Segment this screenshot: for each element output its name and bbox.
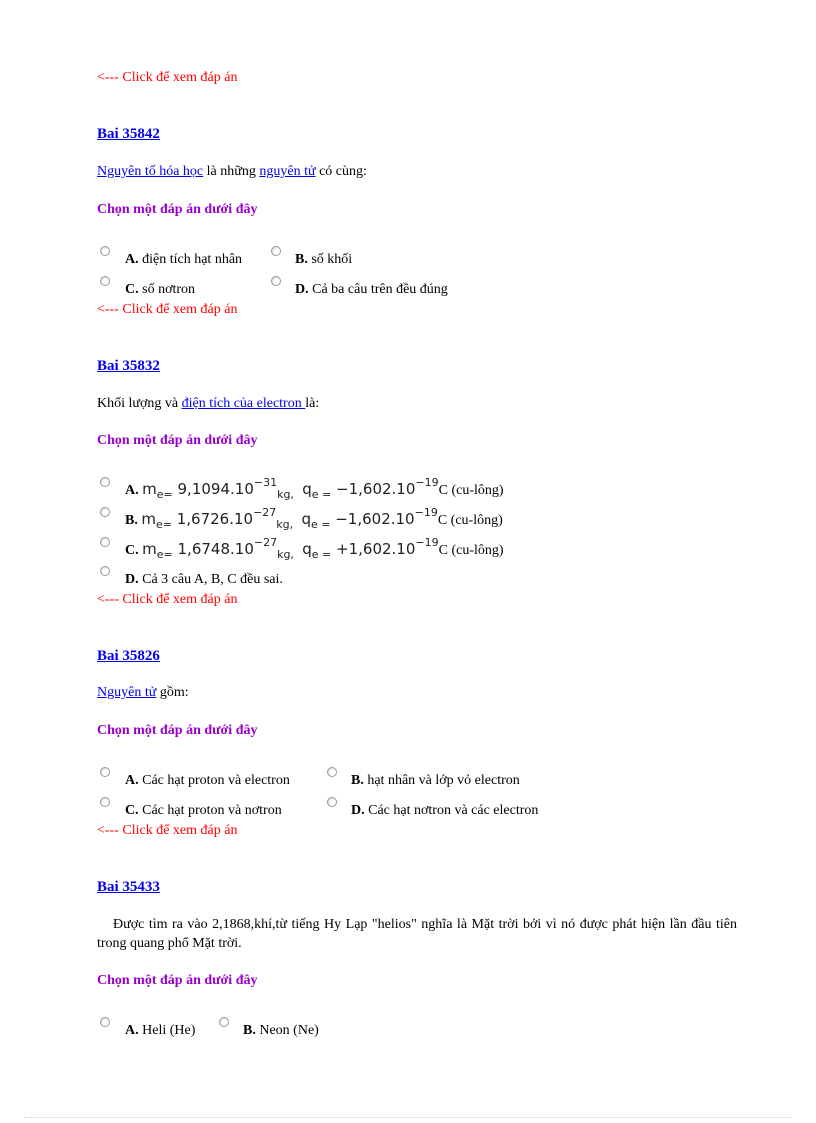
- option-a: [125, 476, 504, 501]
- page-footer-divider: [24, 1117, 792, 1118]
- math-subscript: e=: [155, 518, 172, 531]
- choose-answer-label: Chọn một đáp án dưới đây: [97, 202, 258, 217]
- math-symbol: q: [302, 480, 312, 498]
- option-letter: C.: [125, 282, 139, 297]
- click-answer-link[interactable]: <--- Click để xem đáp án: [97, 592, 238, 607]
- option-text: Các hạt proton và electron: [138, 773, 290, 788]
- option-letter: A.: [125, 483, 139, 498]
- math-symbol: m: [141, 510, 156, 528]
- math-exponent: −31: [253, 476, 278, 489]
- question-title-35832[interactable]: Bai 35832: [97, 358, 160, 374]
- radio-option-b[interactable]: [271, 246, 281, 256]
- question-text: Được tìm ra vào 2,1868,khí,từ tiếng Hy Lạp "helios" nghĩa là Mặt trời bởi vì nó được phát hiện lần đầu tiên trong quang phổ Mặt trời.: [97, 917, 737, 951]
- link-nguyen-tu[interactable]: Nguyên tử: [97, 685, 157, 700]
- math-subscript: e =: [310, 518, 331, 531]
- option-text: Các hạt proton và nơtron: [138, 803, 282, 818]
- math-exponent: −19: [415, 536, 439, 549]
- math-exponent: −27: [253, 506, 277, 519]
- option-d: [295, 282, 448, 298]
- click-answer-link[interactable]: <--- Click để xem đáp án: [97, 302, 238, 317]
- question-title-35433[interactable]: Bai 35433: [97, 879, 160, 895]
- question-text-part: là:: [305, 396, 320, 411]
- option-text: Neon (Ne): [255, 1023, 319, 1038]
- option-letter: D.: [351, 803, 365, 818]
- math-subscript: e=: [156, 488, 173, 501]
- option-letter: B.: [295, 252, 308, 267]
- option-letter: C.: [125, 803, 139, 818]
- option-letter: D.: [295, 282, 309, 297]
- math-value: 9,1094.10: [177, 480, 254, 498]
- radio-option-c[interactable]: [100, 276, 110, 286]
- question-text: [97, 396, 319, 412]
- option-b: [243, 1023, 319, 1039]
- radio-option-d[interactable]: [327, 797, 337, 807]
- formula-charge: [297, 506, 438, 531]
- option-c: [125, 282, 195, 298]
- question-text-part: Khối lượng và: [97, 396, 182, 411]
- math-subscript: e =: [311, 488, 332, 501]
- math-subscript: e=: [156, 548, 173, 561]
- option-letter: B.: [125, 513, 138, 528]
- option-text: Heli (He): [138, 1023, 196, 1038]
- radio-option-d[interactable]: [271, 276, 281, 286]
- math-value: 1,6748.10: [177, 540, 254, 558]
- choose-answer-label: Chọn một đáp án dưới đây: [97, 433, 258, 448]
- option-c: [125, 536, 504, 561]
- question-text-part: có cùng:: [315, 164, 367, 179]
- option-a: [125, 1023, 195, 1039]
- unit-text: C (cu-lông): [437, 513, 503, 528]
- click-answer-link[interactable]: <--- Click để xem đáp án: [97, 823, 238, 838]
- formula-charge: [297, 536, 439, 561]
- question-text-part: gồm:: [156, 685, 189, 700]
- math-subscript: e =: [311, 548, 332, 561]
- math-value: +1,602.10: [336, 540, 416, 558]
- link-dien-tich-electron[interactable]: điện tích của electron: [181, 396, 306, 411]
- radio-option-a[interactable]: [100, 1017, 110, 1027]
- option-d: [125, 572, 283, 588]
- radio-option-c[interactable]: [100, 797, 110, 807]
- math-exponent: −27: [253, 536, 278, 549]
- option-text: số khối: [307, 252, 353, 267]
- math-value: −1,602.10: [336, 480, 416, 498]
- math-unit: kg,: [277, 488, 294, 501]
- math-value: −1,602.10: [335, 510, 415, 528]
- click-answer-link[interactable]: <--- Click để xem đáp án: [97, 70, 238, 85]
- question-text: [97, 685, 189, 701]
- link-nguyen-tu[interactable]: nguyên tử: [259, 164, 316, 179]
- radio-option-b[interactable]: [100, 507, 110, 517]
- radio-option-b[interactable]: [219, 1017, 229, 1027]
- option-text: số nơtron: [138, 282, 196, 297]
- question-text: [97, 164, 367, 180]
- unit-text: C (cu-lông): [438, 543, 504, 558]
- option-text: hạt nhân và lớp vỏ electron: [363, 773, 520, 788]
- question-title-35826[interactable]: Bai 35826: [97, 648, 160, 664]
- option-d: [351, 803, 538, 819]
- option-text: Cả ba câu trên đều đúng: [308, 282, 448, 297]
- radio-option-c[interactable]: [100, 537, 110, 547]
- math-symbol: m: [142, 540, 157, 558]
- radio-option-a[interactable]: [100, 246, 110, 256]
- question-title-35842[interactable]: Bai 35842: [97, 126, 160, 142]
- option-b: [295, 252, 352, 268]
- math-symbol: m: [142, 480, 157, 498]
- option-text: điện tích hạt nhân: [138, 252, 243, 267]
- math-exponent: −19: [414, 506, 438, 519]
- option-text: Các hạt nơtron và các electron: [364, 803, 539, 818]
- question-text-part: là những: [203, 164, 260, 179]
- math-symbol: q: [302, 540, 312, 558]
- option-a: [125, 252, 242, 268]
- option-letter: C.: [125, 543, 139, 558]
- radio-option-d[interactable]: [100, 566, 110, 576]
- option-letter: D.: [125, 572, 139, 587]
- option-b: [125, 506, 503, 531]
- math-symbol: q: [301, 510, 311, 528]
- choose-answer-label: Chọn một đáp án dưới đây: [97, 723, 258, 738]
- option-letter: A.: [125, 773, 139, 788]
- option-a: [125, 773, 290, 789]
- formula-mass: [142, 476, 294, 501]
- option-letter: B.: [243, 1023, 256, 1038]
- formula-mass: [141, 506, 294, 531]
- option-letter: A.: [125, 252, 139, 267]
- formula-mass: [142, 536, 294, 561]
- choose-answer-label: Chọn một đáp án dưới đây: [97, 973, 258, 988]
- option-letter: B.: [351, 773, 364, 788]
- option-letter: A.: [125, 1023, 139, 1038]
- link-nguyen-to-hoa-hoc[interactable]: Nguyên tố hóa học: [97, 164, 204, 179]
- option-text: Cả 3 câu A, B, C đều sai.: [138, 572, 283, 587]
- math-exponent: −19: [415, 476, 439, 489]
- math-value: 1,6726.10: [176, 510, 254, 528]
- option-b: [351, 773, 520, 789]
- radio-option-b[interactable]: [327, 767, 337, 777]
- option-c: [125, 803, 282, 819]
- math-unit: kg,: [277, 548, 294, 561]
- formula-charge: [297, 476, 439, 501]
- radio-option-a[interactable]: [100, 767, 110, 777]
- radio-option-a[interactable]: [100, 477, 110, 487]
- math-unit: kg,: [276, 518, 294, 531]
- unit-text: C (cu-lông): [438, 483, 504, 498]
